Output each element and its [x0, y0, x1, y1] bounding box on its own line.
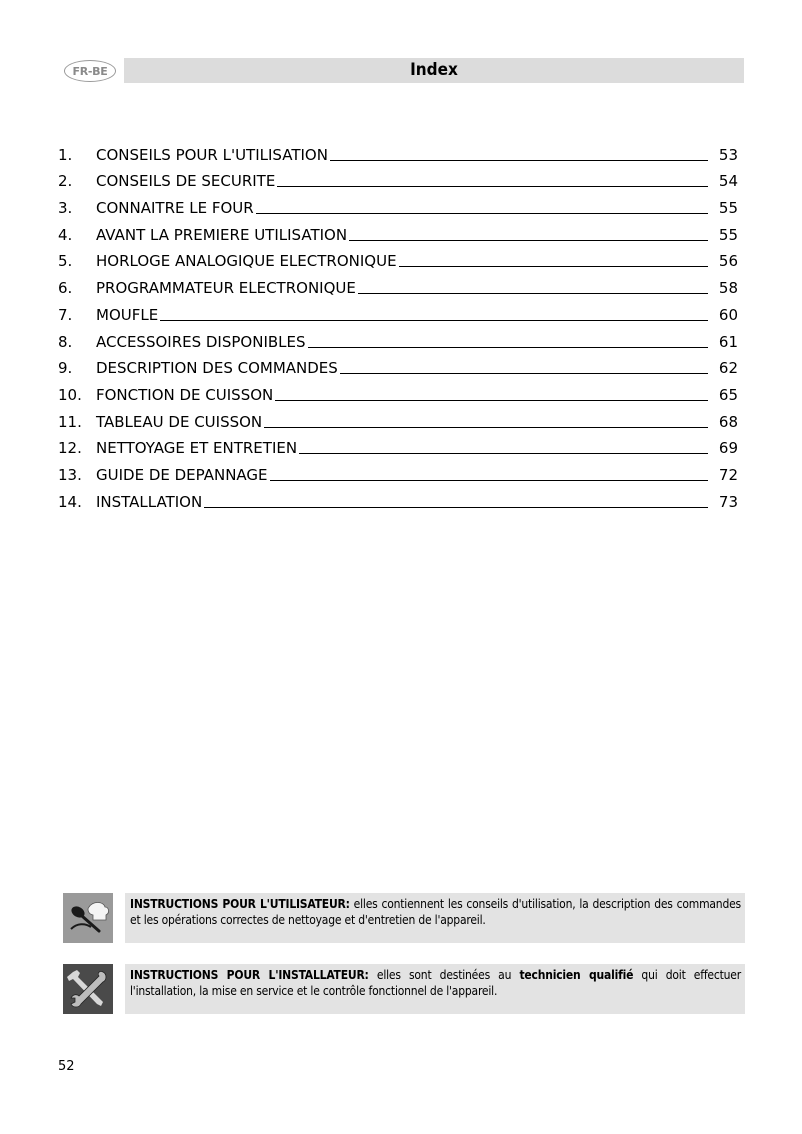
toc-row[interactable]	[58, 351, 738, 378]
toc-page-number: 55	[718, 225, 738, 244]
toc-row[interactable]	[58, 137, 738, 164]
toc-number: 10.	[58, 385, 82, 404]
toc-row[interactable]	[58, 404, 738, 431]
tools-icon	[63, 964, 113, 1014]
toc-row[interactable]	[58, 431, 738, 458]
toc-number: 6.	[58, 279, 73, 298]
toc-number: 11.	[58, 412, 82, 431]
toc-page-number: 68	[718, 412, 738, 431]
toc-title: NETTOYAGE ET ENTRETIEN	[96, 439, 298, 458]
toc-title: TABLEAU DE CUISSON	[96, 412, 263, 431]
toc-number: 7.	[58, 305, 73, 324]
toc-page-number: 69	[718, 439, 738, 458]
toc-leader	[330, 159, 708, 161]
toc-page-number: 56	[718, 252, 738, 271]
toc-leader	[264, 426, 708, 428]
toc-leader	[275, 399, 708, 401]
toc-number: 14.	[58, 492, 82, 511]
toc-page-number: 55	[718, 199, 738, 218]
toc-number: 5.	[58, 252, 73, 271]
toc-row[interactable]	[58, 297, 738, 324]
toc-leader	[160, 319, 708, 321]
toc-title: CONSEILS POUR L'UTILISATION	[96, 145, 328, 164]
toc-row[interactable]	[58, 270, 738, 297]
toc-page-number: 54	[718, 172, 738, 191]
toc-leader	[256, 212, 708, 214]
toc-row[interactable]	[58, 190, 738, 217]
toc-title: FONCTION DE CUISSON	[96, 385, 274, 404]
toc-row[interactable]	[58, 164, 738, 191]
toc-number: 8.	[58, 332, 73, 351]
toc-leader	[308, 346, 708, 348]
toc-page-number: 73	[718, 492, 738, 511]
table-of-contents	[58, 137, 738, 511]
toc-title: PROGRAMMATEUR ELECTRONIQUE	[96, 279, 356, 298]
toc-page-number: 72	[718, 465, 738, 484]
toc-leader	[358, 292, 708, 294]
user-instructions-text: INSTRUCTIONS POUR L'UTILISATEUR: elles contiennent les conseils d'utilisation, la description des commandes et les opérations correctes de nettoyage et d'entretien de l'appareil.	[130, 897, 741, 927]
toc-leader	[299, 452, 708, 454]
toc-page-number: 60	[718, 305, 738, 324]
toc-title: CONSEILS DE SECURITE	[96, 172, 276, 191]
toc-title: AVANT LA PREMIERE UTILISATION	[96, 225, 348, 244]
toc-title: GUIDE DE DEPANNAGE	[96, 465, 268, 484]
toc-page-number: 62	[718, 359, 738, 378]
toc-page-number: 53	[718, 145, 738, 164]
toc-row[interactable]	[58, 377, 738, 404]
toc-title: INSTALLATION	[96, 492, 203, 511]
installer-instructions-text: INSTRUCTIONS POUR L'INSTALLATEUR: elles sont destinées au technicien qualifié qui doit effectuer l'installation, la mise en service et le contrôle fonctionnel de l'appareil.	[130, 968, 741, 998]
toc-title: MOUFLE	[96, 305, 159, 324]
toc-number: 1.	[58, 145, 73, 164]
toc-number: 2.	[58, 172, 73, 191]
page-number: 52	[58, 1059, 75, 1074]
toc-page-number: 65	[718, 385, 738, 404]
toc-row[interactable]	[58, 324, 738, 351]
chef-spoon-icon	[63, 893, 113, 943]
toc-row[interactable]	[58, 244, 738, 271]
toc-row[interactable]	[58, 217, 738, 244]
toc-page-number: 61	[718, 332, 738, 351]
toc-title: ACCESSOIRES DISPONIBLES	[96, 332, 306, 351]
toc-leader	[204, 506, 708, 508]
toc-number: 12.	[58, 439, 82, 458]
toc-row[interactable]	[58, 457, 738, 484]
toc-page-number: 58	[718, 279, 738, 298]
page-title: Index	[410, 60, 458, 80]
toc-leader	[349, 239, 708, 241]
toc-leader	[399, 265, 708, 267]
toc-number: 4.	[58, 225, 73, 244]
toc-number: 3.	[58, 199, 73, 218]
toc-title: CONNAITRE LE FOUR	[96, 199, 254, 218]
header-bar	[124, 58, 744, 83]
toc-title: DESCRIPTION DES COMMANDES	[96, 359, 338, 378]
toc-leader	[340, 372, 708, 374]
toc-leader	[277, 185, 708, 187]
toc-number: 9.	[58, 359, 73, 378]
user-instructions-note	[63, 893, 745, 943]
installer-instructions-note	[63, 964, 745, 1014]
language-badge: FR-BE	[64, 60, 116, 82]
toc-number: 13.	[58, 465, 82, 484]
toc-row[interactable]	[58, 484, 738, 511]
toc-title: HORLOGE ANALOGIQUE ELECTRONIQUE	[96, 252, 397, 271]
toc-leader	[270, 479, 708, 481]
